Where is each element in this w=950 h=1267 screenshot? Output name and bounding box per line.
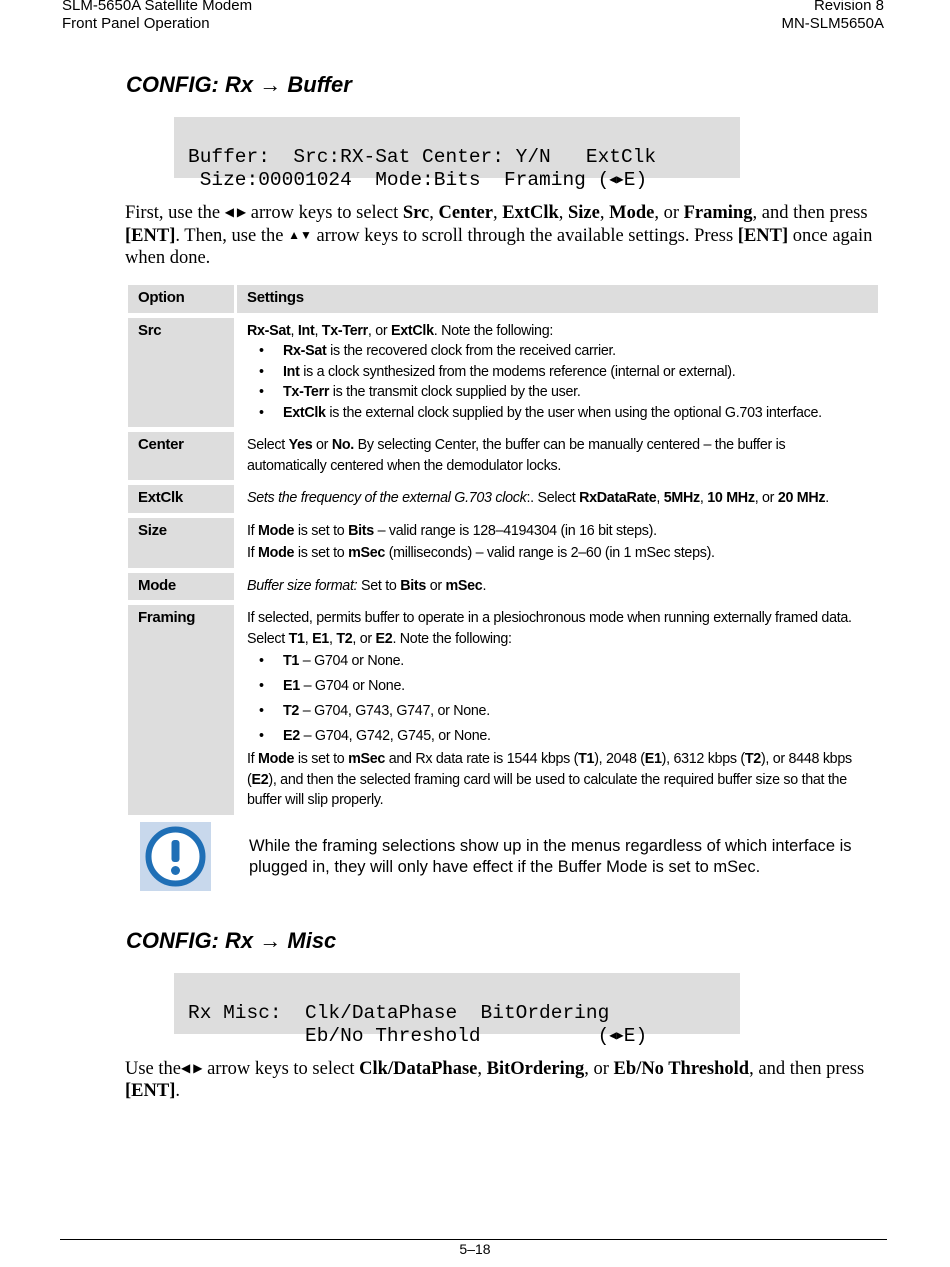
misc-paragraph: Use the◀ ▶ arrow keys to select Clk/DataPhase, BitOrdering, or Eb/No Threshold, and then press [ENT]. [125,1059,865,1101]
running-header-right [781,0,884,33]
chapter-title: Front Panel Operation [62,15,210,32]
table-row-framing [128,605,878,815]
document-title: SLM-5650A Satellite Modem [62,0,253,14]
section-title-rx-misc: CONFIG: Rx → Misc [126,928,337,953]
list-item: • E1 – G704 or None. [283,674,868,699]
options-table [125,280,881,820]
list-item: • E2 – G704, G742, G745, or None. [283,724,868,749]
list-item: • Int is a clock synthesized from the modems reference (internal or external). [283,362,868,383]
settings-size: If Mode is set to Bits – valid range is 128–4194304 (in 16 bit steps). If Mode is set to mSec (milliseconds) – valid range is 2–60 (in 1 mSec steps). [237,518,878,568]
left-triangle-icon: ◀ [609,173,617,187]
lcd-display-rx-misc [174,973,740,1047]
settings-src: Rx-Sat, Int, Tx-Terr, or ExtClk. Note the following: • Rx-Sat is the recovered clock from the received carrier. • Int is a clock synthesized from the modems reference (internal or external). • Tx-Terr is the transmit clock supplied by the user. • ExtClk is the external clock supplied by the user when using the optional G.703 interface. [237,318,878,428]
left-right-arrows-icon: ◀ ▶ [224,205,247,219]
option-framing: Framing [128,605,234,815]
section-title-rx-buffer: CONFIG: Rx → Buffer [126,72,352,97]
exclamation-circle-icon [140,822,211,891]
list-item: • Rx-Sat is the recovered clock from the received carrier. [283,341,868,362]
intro-paragraph: First, use the ◀ ▶ arrow keys to select Src, Center, ExtClk, Size, Mode, or Framing, and then press [ENT]. Then, use the ▲▼ arrow keys to scroll through the available settings. Press [ENT] once again when done. [125,203,873,268]
src-bullet-list [247,341,868,423]
option-size: Size [128,518,234,568]
table-header-row [128,285,878,313]
left-triangle-icon: ◀ [609,1029,617,1043]
settings-mode: Buffer size format: Set to Bits or mSec. [237,573,878,601]
right-triangle-icon: ▶ [616,1029,624,1043]
lcd-display-rx-buffer [174,117,740,191]
option-center: Center [128,432,234,480]
option-mode: Mode [128,573,234,601]
list-item: • Tx-Terr is the transmit clock supplied by the user. [283,382,868,403]
option-extclk: ExtClk [128,485,234,513]
list-item: • T1 – G704 or None. [283,649,868,674]
framing-bullet-list [247,649,868,749]
table-row-size [128,518,878,568]
list-item: • ExtClk is the external clock supplied by the user when using the optional G.703 interface. [283,403,868,424]
table-row-mode [128,573,878,601]
table-row-extclk [128,485,878,513]
revision-label: Revision 8 [813,0,884,14]
right-triangle-icon: ▶ [616,173,624,187]
right-arrow-icon: → [259,928,282,953]
manual-number: MN-SLM5650A [781,15,884,32]
settings-extclk: Sets the frequency of the external G.703 clock:. Select RxDataRate, 5MHz, 10 MHz, or 20 MHz. [237,485,878,513]
list-item: • T2 – G704, G743, G747, or None. [283,699,868,724]
table-row-src [128,318,878,428]
option-src: Src [128,318,234,428]
table-row-center [128,432,878,480]
page-number: 5–18 [459,1241,491,1257]
up-down-arrows-icon: ▲▼ [288,228,312,242]
note-text: While the framing selections show up in the menus regardless of which interface is plugged in, they will only have effect if the Buffer Mode is set to mSec. [249,837,852,876]
footer-rule [60,1239,887,1240]
lcd-line-1: Buffer: Src:RX-Sat Center: Y/N ExtClk [188,146,657,168]
lcd-line-1: Rx Misc: Clk/DataPhase BitOrdering [188,1002,610,1024]
running-header-left [62,0,252,33]
lcd-line-2: Eb/No Threshold (◀▶E) [188,1025,648,1047]
lcd-line-2: Size:00001024 Mode:Bits Framing (◀▶E) [188,169,648,191]
column-header-option: Option [128,285,234,313]
left-right-arrows-icon: ◀ ▶ [181,1061,203,1075]
column-header-settings: Settings [237,285,878,313]
settings-framing: If selected, permits buffer to operate in a plesiochronous mode when running externally framed data. Select T1, E1, T2, or E2. Note the following: • T1 – G704 or None. • E1 – G704 or None. • T2 – G704, G743, G747, or None. • E2 – G704, G742, G745, or None. If Mode is set to mSec and Rx data rate is 1544 kbps (T1), 2048 (E1), 6312 kbps (T2), or 8448 kbps (E2), and then the selected framing card will be used to calculate the required buffer size so that the buffer will slip properly. [237,605,878,815]
settings-center: Select Yes or No. By selecting Center, the buffer can be manually centered – the buffer is automatically centered when the demodulator locks. [237,432,878,480]
right-arrow-icon: → [259,72,282,97]
